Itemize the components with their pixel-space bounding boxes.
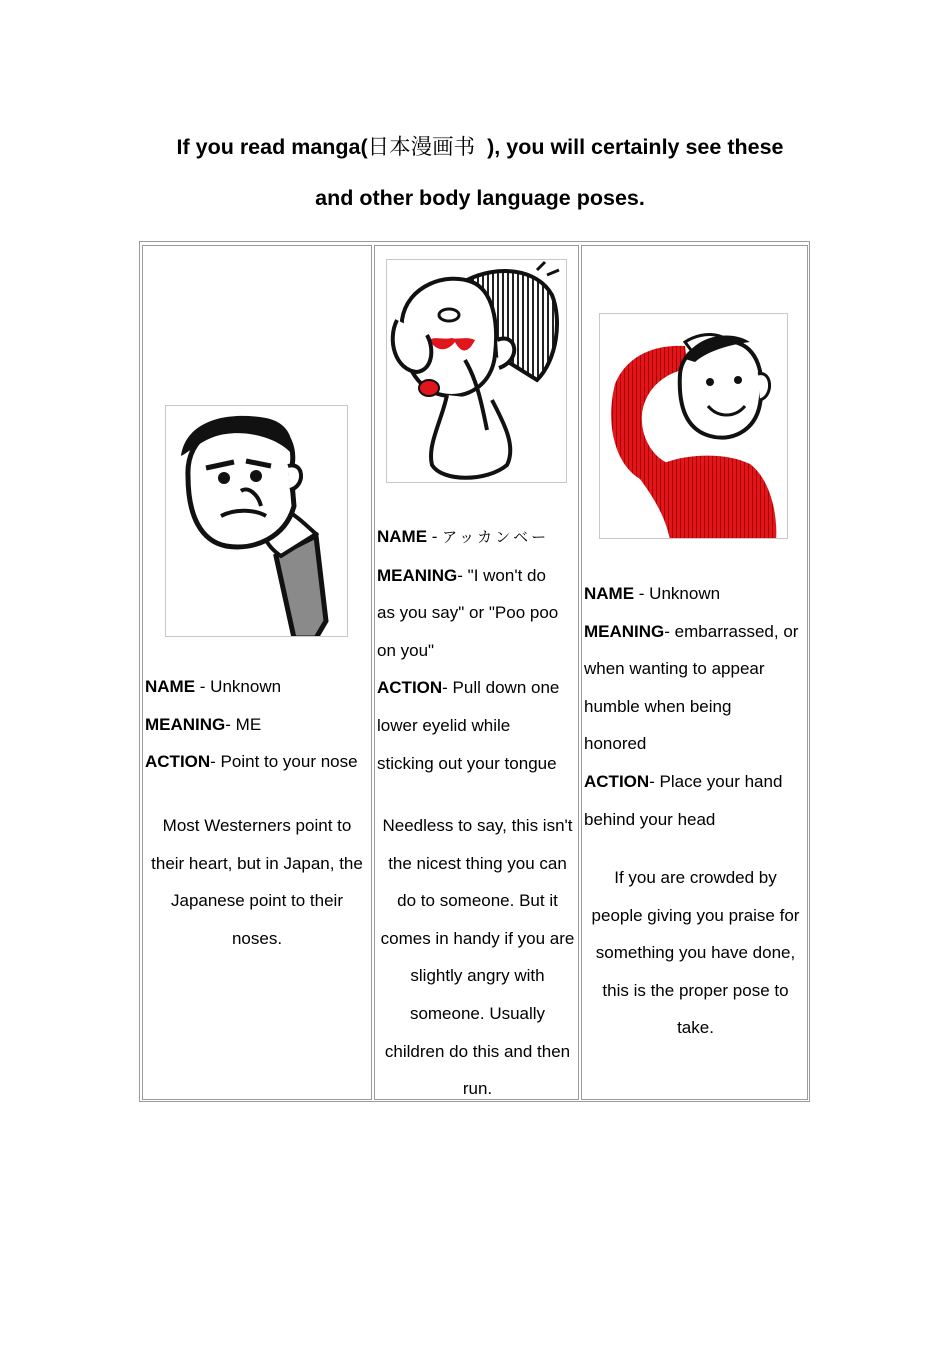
action-line: ACTION- Point to your nose	[145, 752, 358, 772]
pose-cell-point-nose	[142, 245, 372, 1100]
action-line: ACTION- Place your hand	[584, 771, 783, 791]
poses-table	[139, 241, 810, 1102]
meaning-line: MEANING- "I won't do	[377, 565, 546, 585]
pose-info	[145, 668, 358, 781]
name-line: NAME - アッカンベー	[377, 527, 550, 546]
hand-behind-head-illustration	[599, 313, 788, 539]
title-cjk-text: 日本漫画书	[367, 135, 476, 160]
name-line: NAME - Unknown	[584, 584, 721, 603]
action-line: ACTION- Pull down one	[377, 678, 560, 698]
pose-description: If you are crowded by people giving you praise for something you have done, this is the proper pose to take.	[591, 868, 800, 1038]
meaning-line: MEANING- ME	[145, 714, 262, 734]
name-line: NAME - Unknown	[145, 677, 282, 696]
pose-description: Most Westerners point to their heart, but in Japan, the Japanese point to their noses.	[151, 816, 363, 948]
pose-cell-hand-behind-head	[581, 245, 808, 1100]
pose-cell-akkanbe	[374, 245, 579, 1100]
pose-description: Needless to say, this isn't the nicest thing you can do to someone. But it comes in handy if you are slightly angry with someone. Usually children do this and then run.	[380, 816, 575, 1099]
point-to-nose-illustration	[165, 405, 348, 637]
title-line-1: If you read manga(日本漫画书 ), you will certainly see these	[176, 135, 784, 160]
page-title	[120, 122, 840, 223]
akkanbe-illustration	[386, 259, 567, 483]
pose-info: NAME - アッカンベー MEANING- "I won't do as you say" or "Poo poo on you" ACTION- Pull down one lower eyelid while sticking out your tongue	[377, 518, 559, 782]
title-line-2: and other body language poses.	[315, 186, 645, 210]
meaning-line: MEANING- embarrassed, or	[584, 621, 799, 641]
pose-info: NAME - Unknown MEANING- embarrassed, or when wanting to appear humble when being honored ACTION- Place your hand behind your head	[584, 575, 798, 838]
